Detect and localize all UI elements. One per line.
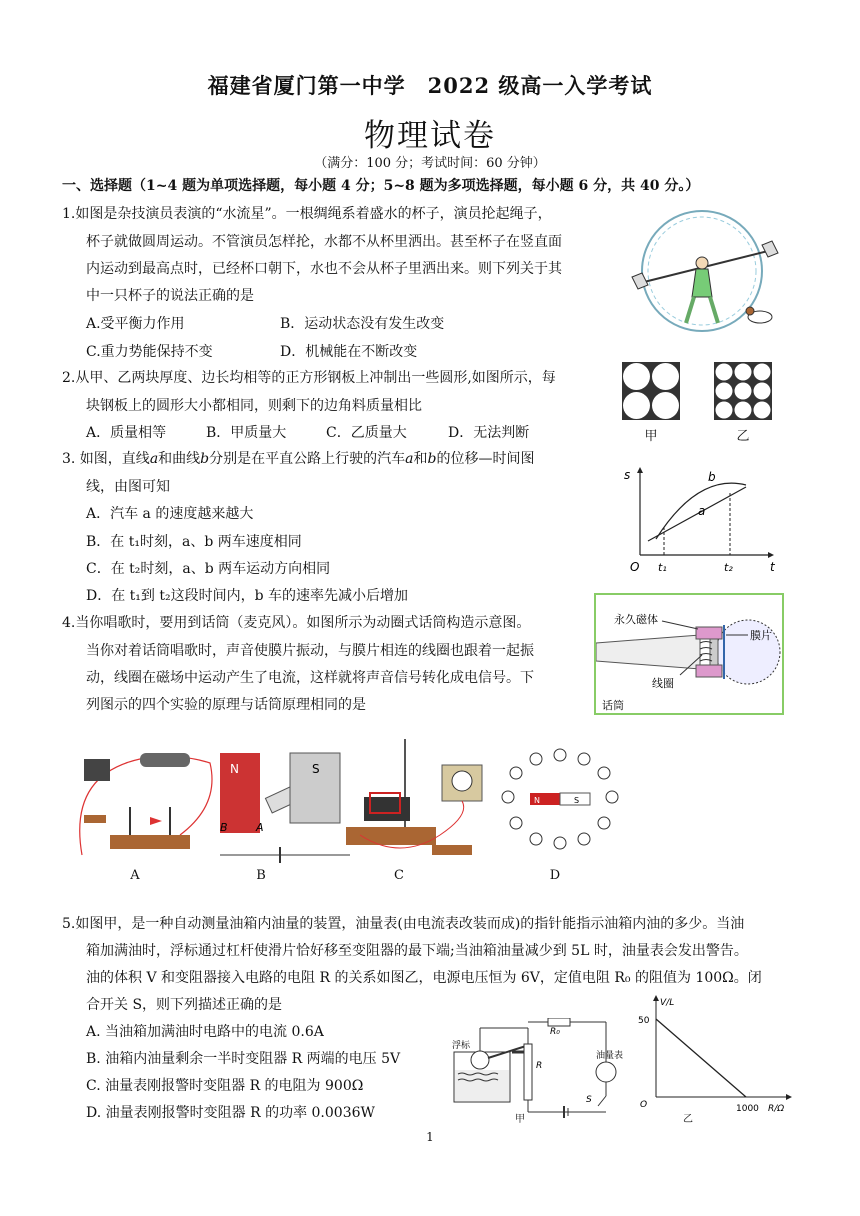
magnet-label: 永久磁体 xyxy=(614,613,658,626)
q1-line: 内运动到最高点时，已经杯口朝下，水也不会从杯子里洒出来。则下列关于其 xyxy=(86,261,562,277)
tick-1000: 1000 xyxy=(736,1104,759,1114)
q1-line: 1.如图是杂技演员表演的“水流星”。一根绸绳系着盛水的杯子，演员抡起绳子， xyxy=(62,206,552,222)
figure-label-yi: 乙 xyxy=(736,429,750,444)
q1-line: 杯子就做圆周运动。不管演员怎样抡，水都不从杯里洒出。甚至杯子在竖直面 xyxy=(86,234,562,250)
axis-t: t xyxy=(770,560,775,574)
microphone-figure xyxy=(594,593,784,715)
q3-line: 线，由图可知 xyxy=(86,479,170,495)
exam-name: 2022 级高一入学考试 xyxy=(427,73,653,98)
q3-line: 3. 如图，直线a和曲线b分别是在平直公路上行驶的汽车a和b的位移—时间图 xyxy=(62,451,535,467)
displacement-time-graph xyxy=(618,455,778,575)
q4-line: 列图示的四个实验的原理与话筒原理相同的是 xyxy=(86,697,366,713)
line-a-label: a xyxy=(698,504,706,518)
q4-line: 4.当你唱歌时，要用到话筒（麦克风）。如图所示为动圈式话筒构造示意图。 xyxy=(62,615,531,631)
experiment-d xyxy=(502,749,618,849)
q5-line: 5.如图甲，是一种自动测量油箱内油量的装置，油量表(由电流表改装而成)的指针能指示油箱内油的多少。当油 xyxy=(62,916,745,932)
volume-resistance-graph xyxy=(630,995,800,1120)
curve-b-label: b xyxy=(708,470,716,484)
q5-option-d[interactable]: D. 油量表刚报警时变阻器 R 的功率 0.0036W xyxy=(86,1105,375,1121)
tick-50: 50 xyxy=(638,1016,650,1026)
float-label: 浮标 xyxy=(452,1041,471,1051)
q3-option-c[interactable]: C．在 t₂时刻，a、b 两车运动方向相同 xyxy=(86,561,331,577)
r0-label: R₀ xyxy=(550,1027,560,1037)
q3-option-a[interactable]: A．汽车 a 的速度越来越大 xyxy=(86,506,254,522)
switch-label: S xyxy=(586,1095,592,1105)
experiment-caption-d: D xyxy=(549,868,561,883)
exam-info: （满分：100 分；考试时间：60 分钟） xyxy=(314,156,546,171)
figure-label-yi: 乙 xyxy=(683,1114,693,1125)
exam-header xyxy=(0,70,860,100)
q4-line: 当你对着话筒唱歌时，声音使膜片振动，与膜片相连的线圈也跟着一起振 xyxy=(86,643,534,659)
svg-text:S: S xyxy=(312,762,320,776)
tick-t1: t₁ xyxy=(658,561,667,574)
meter-label: 油量表 xyxy=(596,1051,624,1061)
tick-t2: t₂ xyxy=(724,561,733,574)
svg-text:N: N xyxy=(230,762,239,776)
q1-option-c[interactable]: C.重力势能保持不变 xyxy=(86,344,213,360)
mic-label: 话筒 xyxy=(602,699,624,712)
experiment-c xyxy=(346,739,482,855)
axis-v: V/L xyxy=(660,998,675,1008)
section-heading: 一、选择题（1~4 题为单项选择题，每小题 4 分；5~8 题为多项选择题，每小题 6 分，共 40 分。） xyxy=(62,178,700,194)
svg-text:N: N xyxy=(534,796,540,805)
experiment-caption-c: C xyxy=(394,868,404,883)
page-title: 物理试卷 xyxy=(364,118,496,154)
page-number: 1 xyxy=(426,1130,434,1144)
figure-label-jia: 甲 xyxy=(515,1114,525,1125)
r-label: R xyxy=(536,1061,543,1071)
q1-option-a[interactable]: A.受平衡力作用 xyxy=(86,316,185,332)
q5-line: 油的体积 V 和变阻器接入电路的电阻 R 的关系如图乙，电源电压恒为 6V，定值电阻 R₀ 的阻值为 100Ω。闭 xyxy=(86,970,762,986)
experiments-figure xyxy=(70,735,630,865)
svg-text:A: A xyxy=(256,821,264,834)
q2-option-d[interactable]: D．无法判断 xyxy=(448,425,530,441)
experiment-caption-b: B xyxy=(256,868,266,883)
experiment-b xyxy=(220,753,350,863)
water-meteor-figure xyxy=(620,205,785,340)
q5-option-c[interactable]: C. 油量表刚报警时变阻器 R 的电阻为 900Ω xyxy=(86,1078,364,1094)
experiment-caption-a: A xyxy=(130,868,140,883)
q3-option-d[interactable]: D．在 t₁到 t₂这段时间内，b 车的速率先减小后增加 xyxy=(86,588,409,604)
q2-line: 2.从甲、乙两块厚度、边长均相等的正方形钢板上冲制出一些圆形,如图所示，每 xyxy=(62,370,556,386)
axis-r: R/Ω xyxy=(768,1104,785,1114)
origin: O xyxy=(640,1100,648,1110)
q5-option-a[interactable]: A. 当油箱加满油时电路中的电流 0.6A xyxy=(86,1024,324,1040)
axis-s: s xyxy=(624,468,631,482)
svg-text:B: B xyxy=(220,821,228,834)
membrane-label: 膜片 xyxy=(750,629,772,642)
q5-line: 合开关 S，则下列描述正确的是 xyxy=(86,997,283,1013)
svg-text:S: S xyxy=(574,796,580,805)
q5-option-b[interactable]: B. 油箱内油量剩余一半时变阻器 R 两端的电压 5V xyxy=(86,1051,401,1067)
q1-option-d[interactable]: D．机械能在不断改变 xyxy=(280,344,418,360)
q2-line: 块钢板上的圆形大小都相同，则剩下的边角料质量相比 xyxy=(86,398,422,414)
steel-plates-figure xyxy=(620,360,780,422)
q1-line: 中一只杯子的说法正确的是 xyxy=(86,288,254,304)
figure-label-jia: 甲 xyxy=(644,429,658,444)
q5-line: 箱加满油时，浮标通过杠杆使滑片恰好移至变阻器的最下端;当油箱油量减少到 5L 时，油量表会发出警告。 xyxy=(86,943,748,959)
school-name: 福建省厦门第一中学 xyxy=(207,73,406,98)
origin: O xyxy=(630,560,640,574)
q2-option-c[interactable]: C．乙质量大 xyxy=(326,425,407,441)
q2-option-b[interactable]: B．甲质量大 xyxy=(206,425,287,441)
q3-option-b[interactable]: B．在 t₁时刻，a、b 两车速度相同 xyxy=(86,534,302,550)
q2-option-a[interactable]: A．质量相等 xyxy=(86,425,167,441)
experiment-a xyxy=(80,753,212,855)
q1-option-b[interactable]: B．运动状态没有发生改变 xyxy=(280,316,445,332)
q4-line: 动，线圈在磁场中运动产生了电流，这样就将声音信号转化成电信号。下 xyxy=(86,670,534,686)
coil-label: 线圈 xyxy=(652,677,674,690)
